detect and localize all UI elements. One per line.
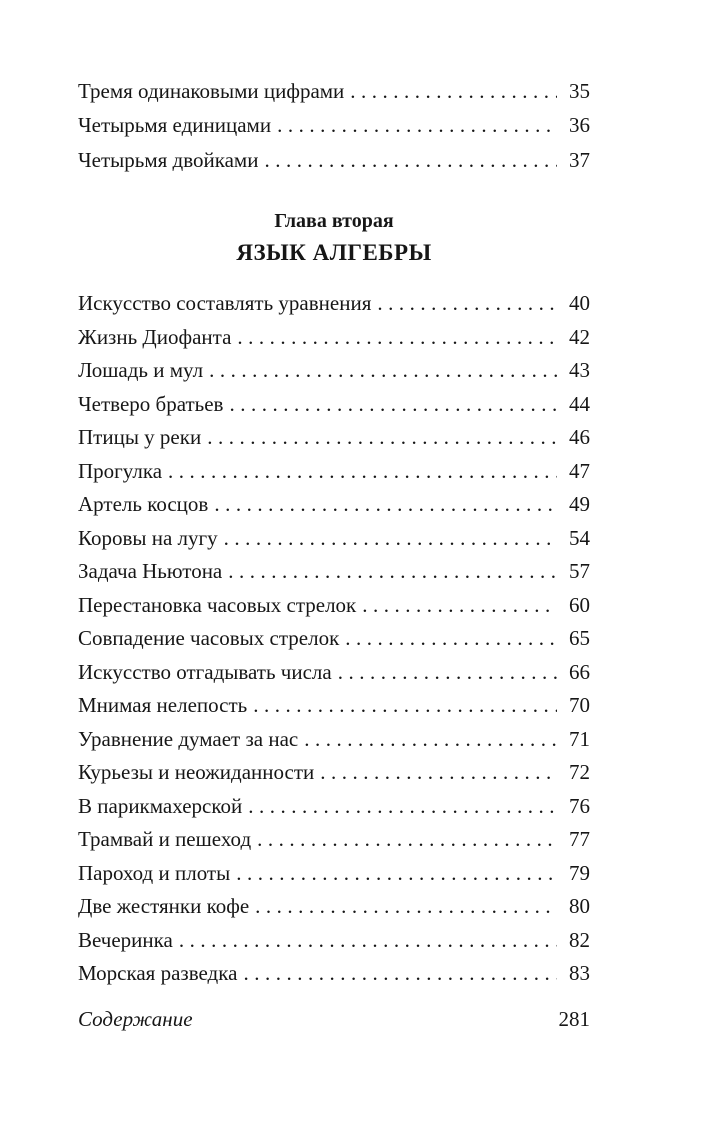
toc-entry-title: Жизнь Диофанта (78, 324, 232, 349)
toc-entry (78, 522, 590, 556)
toc-entry-page: 65 (569, 626, 590, 651)
dot-leader (345, 622, 557, 656)
toc-entry (78, 890, 590, 924)
toc-entry (78, 488, 590, 522)
toc-entry (78, 957, 590, 991)
dot-leader (224, 522, 557, 556)
toc-entry (78, 823, 590, 857)
toc-entry-page: 42 (569, 324, 590, 349)
table-of-contents (78, 74, 590, 991)
dot-leader (320, 756, 557, 790)
toc-entry-title: Курьезы и неожиданности (78, 760, 315, 785)
dot-leader (377, 287, 557, 321)
dot-leader (179, 924, 557, 958)
toc-entry-page: 46 (569, 425, 590, 450)
toc-entry-page: 40 (569, 291, 590, 316)
dot-leader (350, 74, 557, 108)
toc-entry-page: 80 (569, 894, 590, 919)
toc-entry (78, 455, 590, 489)
toc-entry-title: Артель косцов (78, 492, 209, 517)
dot-leader (243, 957, 557, 991)
page-footer (78, 1004, 590, 1034)
toc-entry-title: Морская разведка (78, 961, 238, 986)
toc-entry-page: 54 (569, 525, 590, 550)
toc-entry (78, 421, 590, 455)
dot-leader (264, 143, 557, 177)
dot-leader (229, 388, 557, 422)
toc-entry (78, 857, 590, 891)
toc-entry-page: 79 (569, 860, 590, 885)
toc-entry (78, 388, 590, 422)
toc-entry (78, 108, 590, 142)
toc-entry (78, 589, 590, 623)
chapter-title: ЯЗЫК АЛГЕБРЫ (236, 240, 432, 266)
toc-entry-page: 82 (569, 927, 590, 952)
toc-entry (78, 622, 590, 656)
toc-entry (78, 756, 590, 790)
toc-entry (78, 723, 590, 757)
toc-entry-page: 60 (569, 592, 590, 617)
dot-leader (168, 455, 557, 489)
footer-page-number: 281 (558, 1007, 590, 1031)
dot-leader (253, 689, 557, 723)
toc-entry-page: 44 (569, 391, 590, 416)
dot-leader (207, 421, 557, 455)
dot-leader (277, 108, 557, 142)
toc-entry-title: Птицы у реки (78, 425, 202, 450)
toc-entry (78, 790, 590, 824)
toc-entry-page: 47 (569, 458, 590, 483)
toc-entry-page: 35 (569, 79, 590, 103)
toc-entry-title: Искусство составлять уравнения (78, 291, 372, 316)
toc-entry-page: 77 (569, 827, 590, 852)
toc-entry (78, 287, 590, 321)
toc-entry (78, 656, 590, 690)
toc-entry-page: 71 (569, 726, 590, 751)
toc-entry-page: 70 (569, 693, 590, 718)
toc-entry-title: Две жестянки кофе (78, 894, 250, 919)
toc-entry-page: 37 (569, 147, 590, 172)
dot-leader (304, 723, 557, 757)
toc-entry-title: Уравнение думает за нас (78, 726, 299, 751)
toc-entry-title: Четырьмя двойками (78, 147, 259, 172)
dot-leader (257, 823, 557, 857)
toc-entry-title: Трамвай и пешеход (78, 827, 252, 852)
chapter-kicker: Глава вторая (274, 210, 394, 233)
toc-entry-title: Искусство отгадывать числа (78, 659, 332, 684)
toc-entry (78, 74, 590, 108)
toc-entry-page: 49 (569, 492, 590, 517)
dot-leader (236, 857, 557, 891)
toc-entry-title: Четверо братьев (78, 391, 224, 416)
toc-entry-title: Четырьмя единицами (78, 113, 272, 138)
toc-entry-title: Задача Ньютона (78, 559, 223, 584)
dot-leader (237, 321, 557, 355)
dot-leader (248, 790, 557, 824)
toc-entry-title: Перестановка часовых стрелок (78, 592, 357, 617)
toc-front-group (78, 74, 590, 177)
toc-entry-title: Прогулка (78, 458, 163, 483)
toc-entry-title: В парикмахерской (78, 793, 243, 818)
dot-leader (209, 354, 557, 388)
toc-entry (78, 321, 590, 355)
dot-leader (362, 589, 557, 623)
dot-leader (228, 555, 557, 589)
toc-entry-page: 66 (569, 659, 590, 684)
toc-entry-page: 72 (569, 760, 590, 785)
toc-entry-title: Тремя одинаковыми цифрами (78, 79, 345, 103)
toc-entry-page: 76 (569, 793, 590, 818)
toc-entry (78, 924, 590, 958)
toc-entry (78, 689, 590, 723)
toc-chapter-group (78, 287, 590, 991)
toc-entry-title: Мнимая нелепость (78, 693, 248, 718)
toc-entry (78, 354, 590, 388)
toc-entry-page: 57 (569, 559, 590, 584)
toc-entry-title: Совпадение часовых стрелок (78, 626, 340, 651)
dot-leader (338, 656, 557, 690)
toc-entry-page: 36 (569, 113, 590, 138)
toc-entry-page: 83 (569, 961, 590, 986)
dot-leader (255, 890, 557, 924)
dot-leader (214, 488, 557, 522)
footer-section-label: Содержание (78, 1007, 193, 1031)
toc-entry-title: Вечеринка (78, 927, 173, 952)
toc-entry (78, 143, 590, 177)
toc-entry (78, 555, 590, 589)
toc-entry-title: Коровы на лугу (78, 525, 218, 550)
toc-entry-title: Лошадь и мул (78, 358, 204, 383)
toc-entry-page: 43 (569, 358, 590, 383)
toc-entry-title: Пароход и плоты (78, 860, 231, 885)
